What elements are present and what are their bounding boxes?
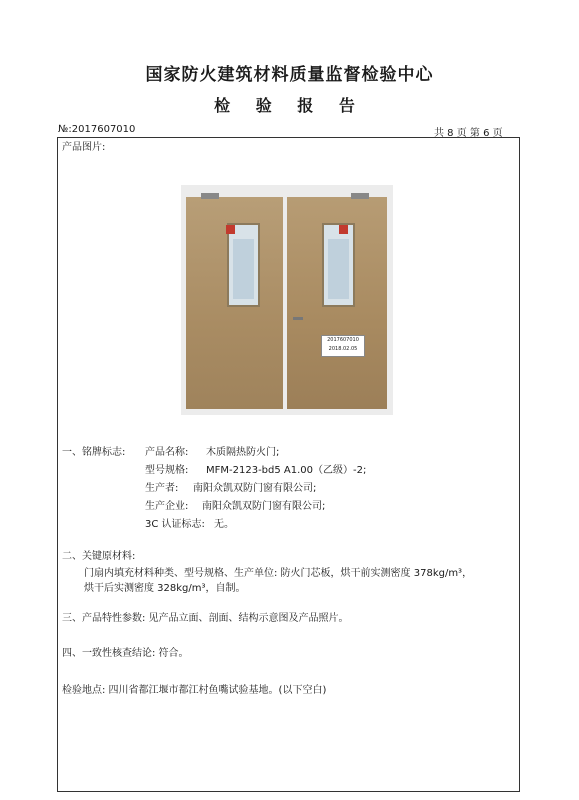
nameplate-value: 木质隔热防火门;	[206, 447, 280, 458]
report-title: 检 验 报 告	[214, 96, 365, 115]
nameplate-value: 无。	[214, 519, 234, 530]
nameplate-label: 生产企业:	[145, 501, 189, 512]
nameplate-value: 南阳众凯双防门窗有限公司;	[193, 483, 317, 494]
nameplate-label: 产品名称:	[145, 447, 189, 458]
materials-line-1: 门扇内填充材料种类、型号规格、生产单位: 防火门芯板，烘干前实测密度 378kg/m³，	[84, 568, 473, 579]
consistency-section: 四、一致性核查结论: 符合。	[62, 648, 189, 659]
nameplate-label: 型号规格:	[145, 465, 189, 476]
product-photo	[181, 185, 393, 415]
door-closer-left	[201, 193, 219, 199]
materials-line-2: 烘干后实测密度 328kg/m³，自制。	[84, 583, 246, 594]
plate-date: 2018.02.05	[328, 346, 358, 352]
window-left	[227, 223, 260, 307]
test-location: 检验地点: 四川省都江堰市都江村鱼嘴试验基地。(以下空白)	[62, 685, 327, 696]
window-right	[322, 223, 355, 307]
fire-label-right	[339, 225, 348, 234]
photo-label: 产品图片:	[62, 142, 106, 153]
parameters-section: 三、产品特性参数: 见产品立面、剖面、结构示意图及产品照片。	[62, 613, 349, 624]
door-handle	[293, 317, 303, 320]
nameplate-value: MFM-2123-bd5 A1.00（乙级）-2;	[206, 465, 367, 476]
door-plate	[321, 335, 365, 357]
door-closer-right	[351, 193, 369, 199]
nameplate-label: 生产者:	[145, 483, 179, 494]
fire-label-left	[226, 225, 235, 234]
report-number: №:2017607010	[58, 124, 136, 135]
nameplate-value: 南阳众凯双防门窗有限公司;	[202, 501, 326, 512]
page-count: 共 8 页 第 6 页	[434, 128, 503, 139]
nameplate-label: 3C 认证标志:	[145, 519, 205, 530]
org-title: 国家防火建筑材料质量监督检验中心	[145, 65, 434, 85]
nameplate-section-title: 一、铭牌标志:	[62, 447, 126, 458]
plate-number: 2017607010	[327, 337, 359, 343]
materials-section-title: 二、关键原材料:	[62, 551, 136, 562]
